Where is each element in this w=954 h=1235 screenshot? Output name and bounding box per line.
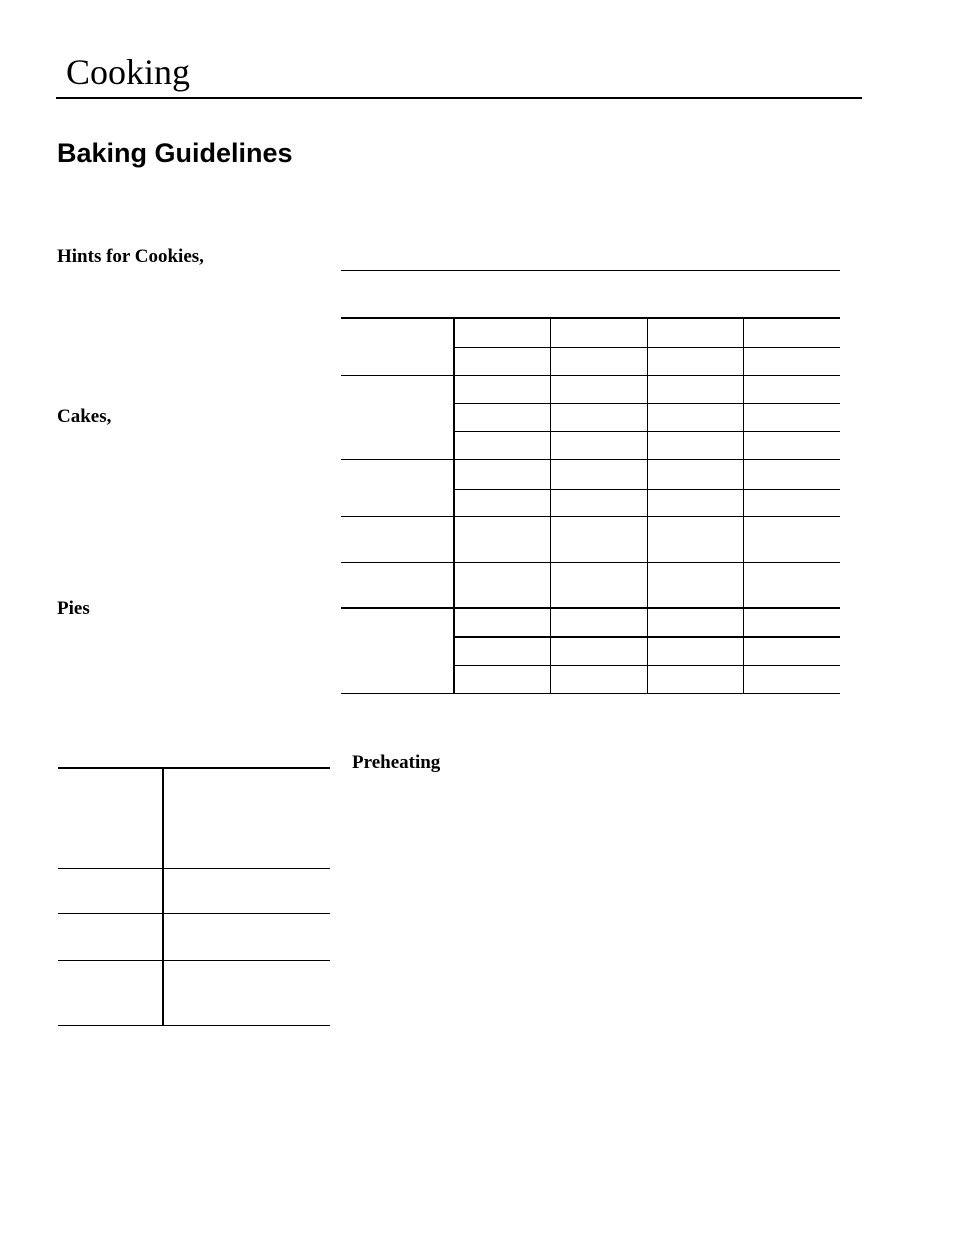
- table-row-rule: [58, 960, 330, 961]
- table-column-divider: [162, 769, 164, 1026]
- pies-label: Pies: [57, 598, 90, 619]
- title-divider: [56, 97, 862, 99]
- table-bottom-rule: [341, 693, 840, 694]
- table-row-rule: [341, 459, 840, 460]
- table-top-rule: [341, 270, 840, 271]
- table-row-rule: [58, 913, 330, 914]
- table-bottom-rule: [58, 1025, 330, 1026]
- table-header-rule: [58, 767, 330, 769]
- cakes-label: Cakes,: [57, 406, 112, 427]
- table-row-rule: [453, 347, 840, 348]
- table-row-rule: [453, 665, 840, 666]
- table-row-rule: [453, 636, 840, 638]
- table-row-rule: [453, 431, 840, 432]
- table-header-rule: [341, 317, 840, 319]
- page-title: Cooking: [66, 52, 191, 92]
- table-row-rule: [341, 375, 840, 376]
- table-row-rule: [453, 403, 840, 404]
- table-row-rule: [341, 516, 840, 517]
- table-row-rule: [58, 868, 330, 869]
- cookies-label: Hints for Cookies,: [57, 246, 204, 267]
- table-row-rule: [341, 562, 840, 563]
- table-row-rule: [453, 489, 840, 490]
- preheating-label: Preheating: [352, 752, 441, 773]
- section-heading: Baking Guidelines: [57, 138, 293, 168]
- table-section-rule: [341, 607, 840, 609]
